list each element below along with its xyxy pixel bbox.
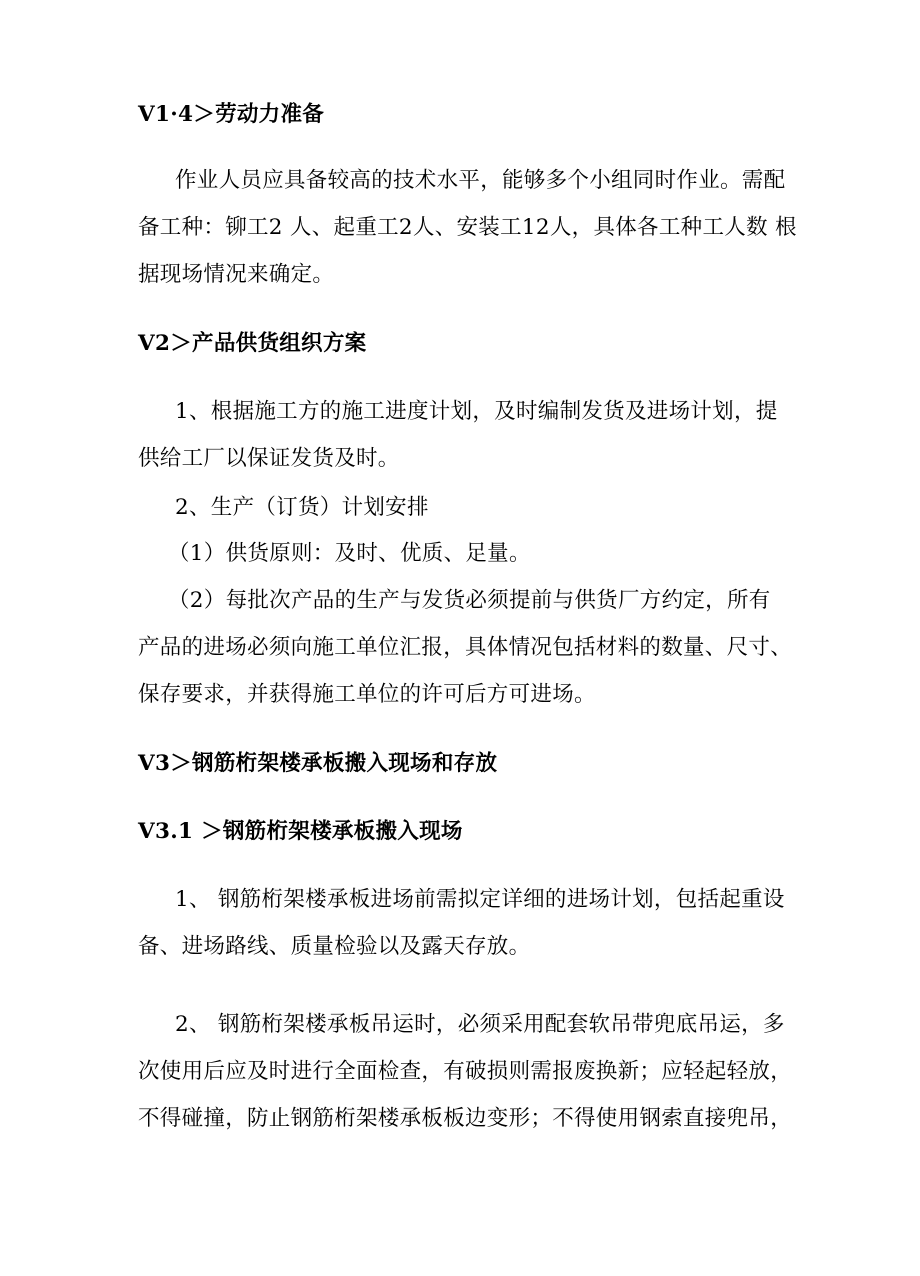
paragraph-entry-2 bbox=[138, 1001, 793, 1142]
text-line: （2）每批次产品的生产与发货必须提前与供货厂方约定，所有 bbox=[168, 588, 771, 613]
paragraph-entry-1 bbox=[138, 876, 788, 970]
text-line: 据现场情况来确定。 bbox=[138, 262, 335, 287]
heading-3-storage: V3＞钢筋桁架楼承板搬入现场和存放 bbox=[138, 751, 498, 776]
paragraph-supply-2-2 bbox=[138, 577, 793, 718]
text-line: 不得碰撞，防止钢筋桁架楼承板板边变形；不得使用钢索直接兜吊， bbox=[138, 1106, 793, 1131]
text-line: 2、 钢筋桁架楼承板吊运时，必须采用配套软吊带兜底吊运，多 bbox=[175, 1012, 785, 1037]
paragraph-supply-1 bbox=[138, 388, 788, 482]
text-line: 保存要求，并获得施工单位的许可后方可进场。 bbox=[138, 682, 596, 707]
text-line: 1、根据施工方的施工进度计划，及时编制发货及进场计划，提 bbox=[175, 399, 778, 424]
text-line: 备工种：铆工2 人、起重工2人、安装工12人，具体各工种工人数 根 bbox=[138, 215, 797, 240]
text-line: 作业人员应具备较高的技术水平，能够多个小组同时作业。需配 bbox=[175, 168, 786, 193]
text-line: 次使用后应及时进行全面检查，有破损则需报废换新；应轻起轻放， bbox=[138, 1059, 793, 1084]
paragraph-labor bbox=[138, 157, 797, 298]
heading-2-supply-plan: V2＞产品供货组织方案 bbox=[138, 331, 367, 356]
text-line: 备、进场路线、质量检验以及露天存放。 bbox=[138, 934, 531, 959]
text-line: 供给工厂以保证发货及时。 bbox=[138, 446, 400, 471]
text-line: 1、 钢筋桁架楼承板进场前需拟定详细的进场计划，包括起重设 bbox=[175, 887, 785, 912]
paragraph-supply-2: 2、生产（订货）计划安排 bbox=[175, 495, 429, 520]
heading-3-1-entry: V3.1 ＞钢筋桁架楼承板搬入现场 bbox=[138, 819, 463, 844]
heading-1-4-labor-preparation: V1·4＞劳动力准备 bbox=[138, 102, 325, 127]
text-line: 产品的进场必须向施工单位汇报，具体情况包括材料的数量、尺寸、 bbox=[138, 635, 793, 660]
paragraph-supply-2-1: （1）供货原则：及时、优质、足量。 bbox=[168, 541, 531, 566]
